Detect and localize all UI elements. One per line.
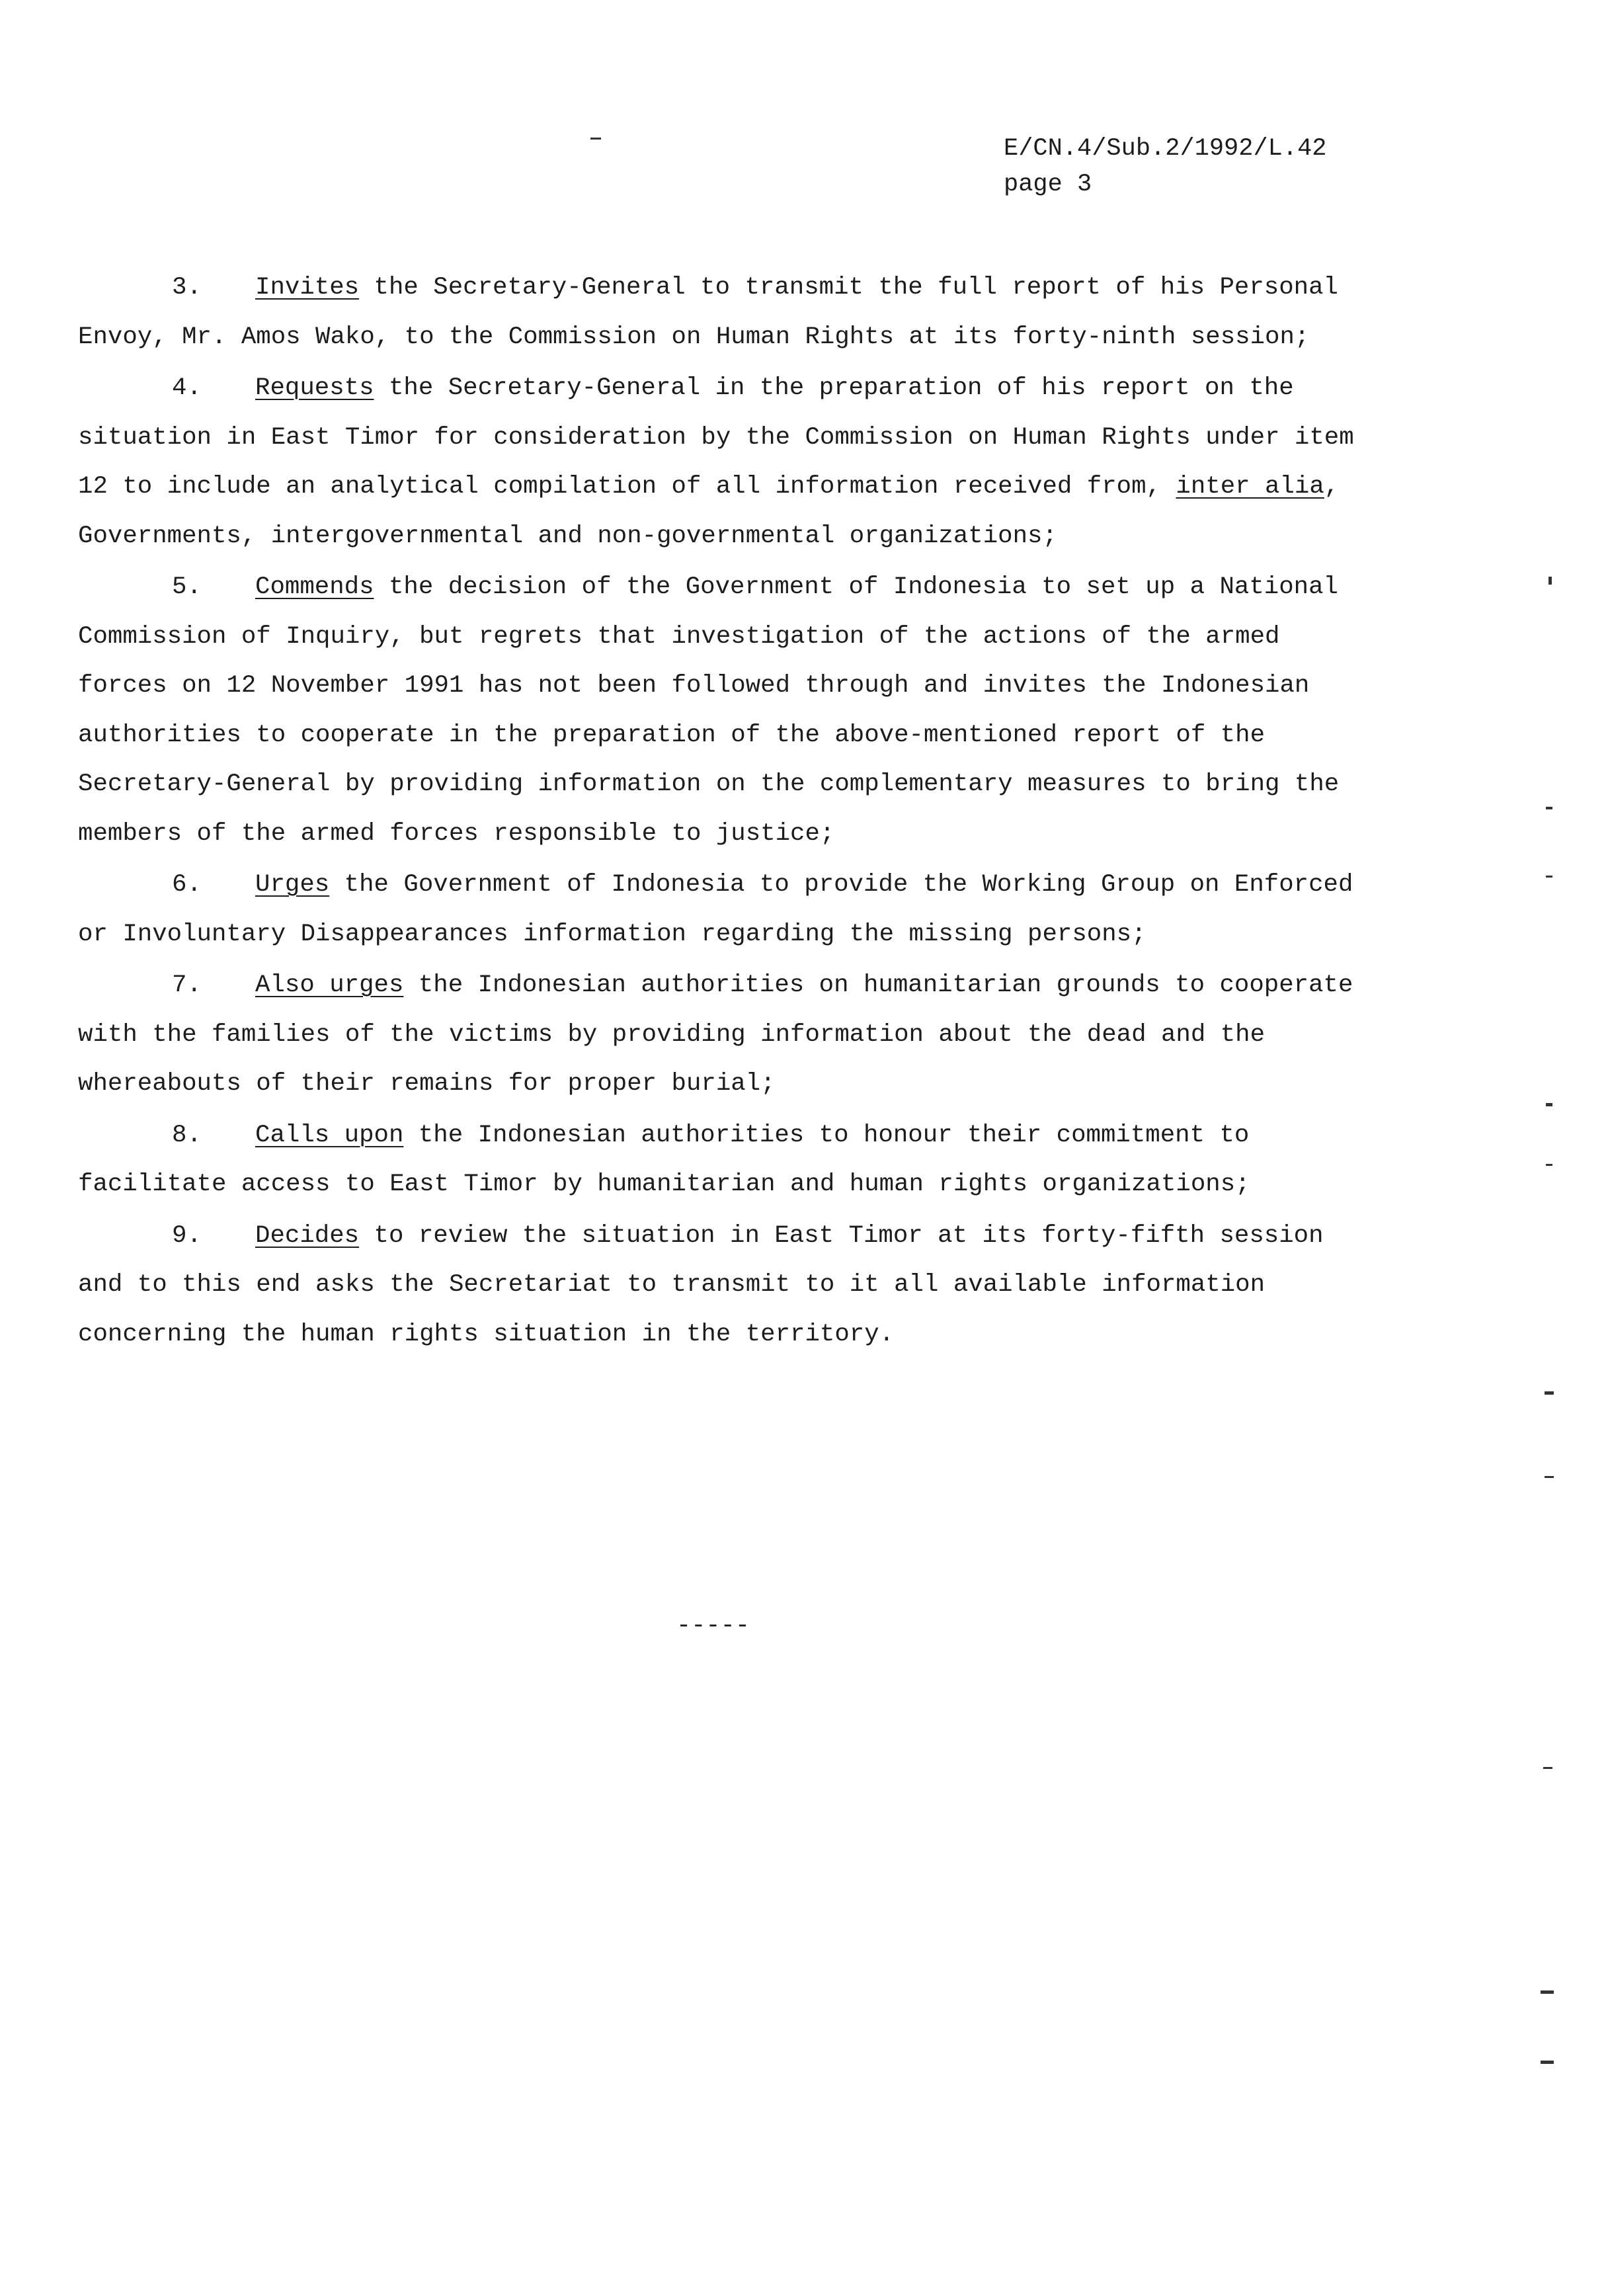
end-of-document-mark: -----: [676, 1612, 750, 1640]
scan-mark: [1548, 577, 1552, 585]
scan-mark: [1545, 1476, 1554, 1478]
paragraph-number: 7.: [172, 971, 202, 999]
scan-mark: [590, 138, 601, 140]
paragraph-9: [78, 1211, 1374, 1360]
paragraph-number: 6.: [172, 871, 202, 899]
paragraph-number: 5.: [172, 573, 202, 601]
operative-keyword: Urges: [255, 871, 330, 899]
paragraph-7: [78, 961, 1374, 1109]
operative-keyword: Also urges: [255, 971, 404, 999]
document-symbol: E/CN.4/Sub.2/1992/L.42: [1004, 135, 1327, 163]
paragraph-5: [78, 563, 1374, 858]
scan-mark: [1543, 1767, 1552, 1769]
paragraph-3: [78, 263, 1374, 362]
paragraph-text-continued: , Governments, intergovernmental and non-governmental organizations;: [78, 473, 1340, 550]
operative-keyword: Requests: [255, 374, 374, 402]
page-number: page 3: [1004, 171, 1092, 198]
scan-mark: [1546, 1164, 1552, 1166]
operative-keyword: Commends: [255, 573, 374, 601]
operative-keyword: Decides: [255, 1221, 360, 1250]
paragraph-text: the Government of Indonesia to provide the Working Group on Enforced or Involuntary Disappearances information regarding the missing persons;: [78, 871, 1353, 948]
scan-mark: [1541, 2061, 1554, 2064]
paragraph-text: the Secretary-General in the preparation of his report on the situation in East Timor for consideration by the Commission on Human Rights under item 12 to include an analytical compilation of all information received from,: [78, 374, 1354, 501]
paragraph-number: 8.: [172, 1121, 202, 1149]
scan-mark: [1545, 1391, 1554, 1395]
paragraph-text: to review the situation in East Timor at its forty-fifth session and to this end asks the Secretariat to transmit to it all available information concerning the human rights situation in the territory.: [78, 1221, 1324, 1348]
scan-mark: [1546, 807, 1552, 809]
paragraph-number: 3.: [172, 274, 202, 302]
scan-mark: [1546, 876, 1552, 878]
paragraph-number: 9.: [172, 1221, 202, 1250]
paragraph-4: [78, 364, 1374, 561]
operative-keyword: Invites: [255, 274, 360, 302]
operative-keyword: Calls upon: [255, 1121, 404, 1149]
paragraph-text: the decision of the Government of Indonesia to set up a National Commission of Inquiry, but regrets that investigation of the actions of the armed forces on 12 November 1991 has not been followed through and invites the Indonesian authorities to cooperate in the preparation of the above-mentioned report of the Secretary-General by providing information on the complementary measures to bring the members of the armed forces responsible to justice;: [78, 573, 1340, 848]
scan-mark: [1541, 1990, 1554, 1994]
latin-phrase: inter alia: [1176, 473, 1324, 501]
paragraph-number: 4.: [172, 374, 202, 402]
paragraph-6: [78, 860, 1374, 959]
paragraph-8: [78, 1111, 1374, 1210]
document-header: [1004, 131, 1326, 202]
paragraph-text: the Indonesian authorities to honour their commitment to facilitate access to East Timor by humanitarian and human rights organizations;: [78, 1121, 1250, 1198]
scan-mark: [1546, 1103, 1552, 1106]
paragraph-text: the Secretary-General to transmit the full report of his Personal Envoy, Mr. Amos Wako, to the Commission on Human Rights at its forty-ninth session;: [78, 274, 1338, 351]
paragraph-text: the Indonesian authorities on humanitarian grounds to cooperate with the families of the victims by providing information about the dead and the whereabouts of their remains for proper burial;: [78, 971, 1353, 1098]
document-body: [78, 263, 1374, 1359]
